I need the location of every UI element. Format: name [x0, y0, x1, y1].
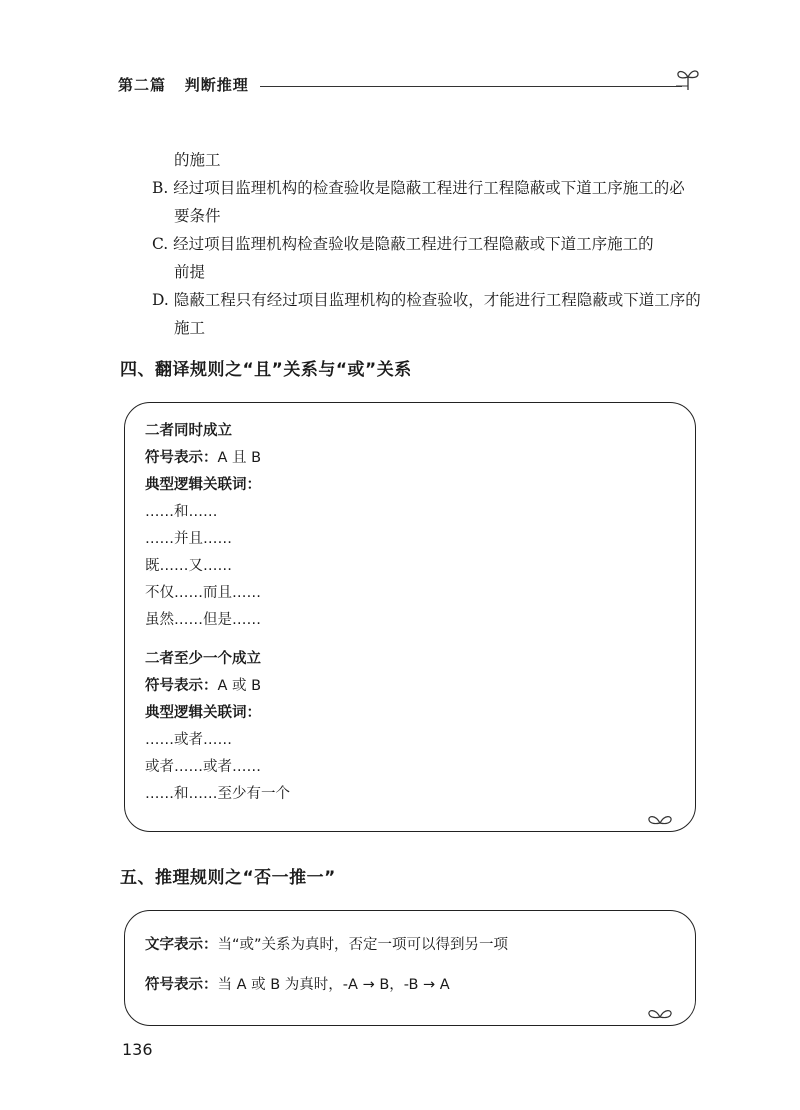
header-part: 第二篇	[118, 76, 167, 94]
or-keywords-label: 典型逻辑关联词：	[145, 705, 261, 721]
option-a-tail: 的施工	[174, 151, 221, 169]
leaf-icon	[647, 1007, 673, 1021]
header-rule	[260, 86, 682, 87]
and-keyword: 虽然……但是……	[145, 612, 261, 628]
and-keyword: 既……又……	[145, 558, 232, 574]
text-value: 当“或”关系为真时，否定一项可以得到另一项	[217, 937, 509, 953]
or-keyword: ……或者……	[145, 732, 232, 748]
page-header	[118, 66, 700, 96]
text-label: 文字表示：	[145, 937, 218, 953]
and-symbol-value: A 且 B	[217, 450, 262, 466]
and-symbol	[145, 446, 261, 467]
and-keyword: 不仅……而且……	[145, 585, 261, 601]
sprout-icon	[676, 66, 700, 92]
option-d-line2: 施工	[174, 319, 206, 337]
symbol-label: 符号表示：	[145, 977, 218, 993]
page-number: 136	[122, 1040, 153, 1059]
option-d-line1: D. 隐蔽工程只有经过项目监理机构的检查验收，才能进行工程隐蔽或下道工序的	[152, 291, 701, 309]
and-or-box	[124, 402, 696, 832]
or-keyword: 或者……或者……	[145, 759, 261, 775]
and-keyword: ……并且……	[145, 531, 232, 547]
or-symbol	[145, 674, 261, 695]
or-heading: 二者至少一个成立	[145, 651, 261, 667]
text-representation	[145, 933, 508, 954]
and-heading: 二者同时成立	[145, 423, 232, 439]
rule-box	[124, 910, 696, 1026]
option-b-line2: 要条件	[174, 207, 221, 225]
option-c-line2: 前提	[174, 263, 206, 281]
symbol-representation	[145, 973, 450, 994]
and-symbol-label: 符号表示：	[145, 450, 218, 466]
header-chapter: 判断推理	[184, 76, 249, 94]
section-5-title: 五、推理规则之“否一推一”	[120, 868, 336, 888]
or-keyword: ……和……至少有一个	[145, 786, 290, 802]
or-symbol-value: A 或 B	[217, 678, 262, 694]
section-4-title: 四、翻译规则之“且”关系与“或”关系	[120, 360, 412, 380]
header-label	[118, 74, 249, 95]
symbol-value: 当 A 或 B 为真时，-A → B，-B → A	[217, 977, 450, 993]
option-b-line1: B. 经过项目监理机构的检查验收是隐蔽工程进行工程隐蔽或下道工序施工的必	[152, 179, 685, 197]
and-keyword: ……和……	[145, 504, 218, 520]
or-symbol-label: 符号表示：	[145, 678, 218, 694]
leaf-icon	[647, 813, 673, 827]
option-c-line1: C. 经过项目监理机构检查验收是隐蔽工程进行工程隐蔽或下道工序施工的	[152, 235, 654, 253]
and-keywords-label: 典型逻辑关联词：	[145, 477, 261, 493]
